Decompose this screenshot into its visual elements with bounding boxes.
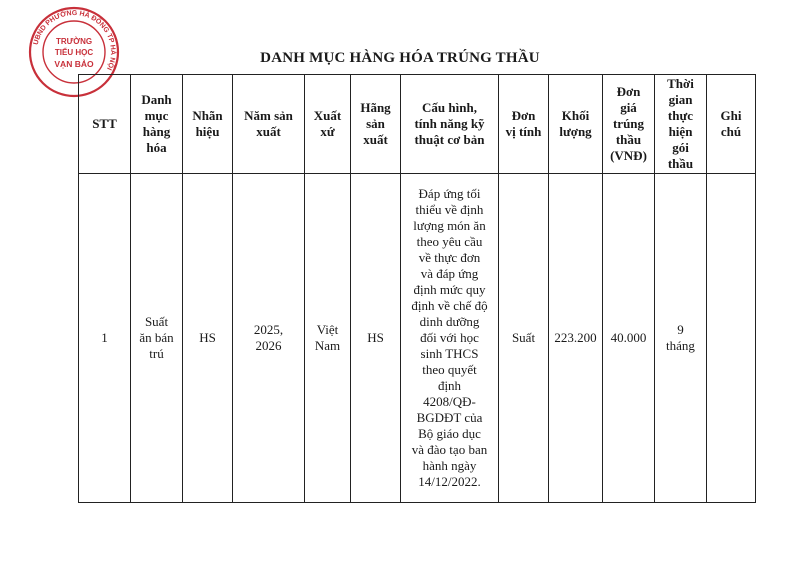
cell-line: giá: [620, 100, 637, 115]
cell-line: gian: [668, 92, 693, 107]
cell-line: hóa: [146, 140, 167, 155]
cell-line: BGDĐT của: [416, 410, 483, 425]
cell-line: xứ: [320, 124, 335, 139]
cell-line: Bộ giáo dục: [418, 426, 481, 441]
cell-line: xuất: [256, 124, 281, 139]
cell-line: Khối: [561, 108, 590, 123]
cell-line: định mức quy: [413, 282, 486, 297]
goods-table: [78, 74, 756, 503]
header-manufacturer: [351, 75, 401, 174]
header-quantity: [549, 75, 603, 174]
cell-line: ăn bán: [139, 330, 174, 345]
cell-line: Suất: [144, 314, 169, 329]
cell-line: 4208/QĐ-: [423, 394, 476, 409]
cell-line: Ghi: [720, 108, 742, 123]
cell-line: thiểu về định: [415, 202, 484, 217]
cell-line: (VNĐ): [610, 148, 647, 163]
stamp-line-3: VẠN BẢO: [54, 59, 94, 69]
cell-notes: [707, 174, 756, 503]
cell-line: thầu: [667, 156, 694, 171]
cell-line: Nhãn: [192, 108, 223, 123]
cell-line: hàng: [142, 124, 171, 139]
cell-line: thuật cơ bản: [414, 132, 485, 147]
stamp-ring-text: UBND PHƯỜNG HÀ ĐÔNG TP HÀ NỘI: [32, 9, 117, 72]
cell-line: Danh: [141, 92, 172, 107]
cell-line: Đáp ứng tối: [418, 186, 481, 201]
document-title: DANH MỤC HÀNG HÓA TRÚNG THẦU: [260, 50, 540, 66]
cell-line: và đáp ứng: [420, 266, 479, 281]
cell-line: dinh dưỡng: [419, 314, 480, 329]
cell-line: tính năng kỹ: [414, 116, 485, 131]
cell-line: Suất: [511, 330, 536, 345]
cell-line: mục: [144, 108, 169, 123]
cell-line: sản: [366, 116, 385, 131]
cell-line: hiệu: [195, 124, 220, 139]
cell-line: đối với học: [420, 330, 479, 345]
cell-line: Xuất: [313, 108, 342, 123]
cell-line: Thời: [667, 76, 694, 91]
cell-line: 14/12/2022.: [418, 474, 481, 489]
cell-line: định về chế độ: [411, 298, 488, 313]
cell-line: định: [437, 378, 462, 393]
cell-item-category: [131, 174, 183, 503]
cell-line: theo quyết: [422, 362, 477, 377]
header-item-category: [131, 75, 183, 174]
cell-line: vị tính: [505, 124, 542, 139]
cell-quantity: [549, 174, 603, 503]
cell-brand: [183, 174, 233, 503]
cell-line: Cấu hình,: [422, 100, 477, 115]
cell-line: thầu: [615, 132, 642, 147]
cell-duration: [655, 174, 707, 503]
cell-unit-price: [603, 174, 655, 503]
stamp-line-2: TIỂU HỌC: [54, 48, 94, 57]
header-origin: [305, 75, 351, 174]
header-notes: [707, 75, 756, 174]
cell-line: Đơn: [616, 84, 641, 99]
cell-line: 9: [677, 322, 684, 337]
cell-origin: [305, 174, 351, 503]
cell-line: Việt: [316, 322, 339, 337]
header-unit-price: [603, 75, 655, 174]
header-specifications: [401, 75, 499, 174]
header-duration: [655, 75, 707, 174]
cell-manufacturer: [351, 174, 401, 503]
cell-line: gói: [672, 140, 689, 155]
cell-line: trúng: [612, 116, 645, 131]
cell-line: hiện: [668, 124, 693, 139]
cell-line: thực: [667, 108, 694, 123]
cell-line: về thực đơn: [418, 250, 481, 265]
cell-line: và đào tạo ban: [411, 442, 488, 457]
cell-unit: [499, 174, 549, 503]
cell-line: STT: [92, 116, 117, 131]
cell-line: lượng: [559, 124, 592, 139]
cell-line: theo yêu cầu: [416, 234, 483, 249]
cell-line: trú: [149, 346, 164, 361]
cell-stt: [79, 174, 131, 503]
cell-line: 40.000: [610, 330, 647, 345]
table-row: [79, 174, 756, 503]
header-stt: [79, 75, 131, 174]
cell-line: sinh THCS: [420, 346, 479, 361]
cell-specifications: [401, 174, 499, 503]
cell-line: xuất: [363, 132, 388, 147]
header-unit: [499, 75, 549, 174]
cell-line: hành ngày: [422, 458, 477, 473]
cell-line: tháng: [666, 338, 695, 353]
cell-line: 2026: [255, 338, 282, 353]
cell-line: Nam: [314, 338, 341, 353]
cell-line: 1: [101, 330, 108, 345]
header-row: [79, 75, 756, 174]
cell-line: lượng món ăn: [413, 218, 486, 233]
cell-line: 223.200: [554, 330, 597, 345]
cell-line: HS: [199, 330, 216, 345]
cell-line: chú: [720, 124, 742, 139]
cell-line: 2025,: [253, 322, 284, 337]
header-brand: [183, 75, 233, 174]
cell-line: Hãng: [360, 100, 391, 115]
header-production-year: [233, 75, 305, 174]
cell-production-year: [233, 174, 305, 503]
stamp-line-1: TRƯỜNG: [55, 37, 93, 46]
cell-line: Đơn: [511, 108, 536, 123]
cell-line: Năm sản: [244, 108, 293, 123]
cell-line: HS: [367, 330, 384, 345]
